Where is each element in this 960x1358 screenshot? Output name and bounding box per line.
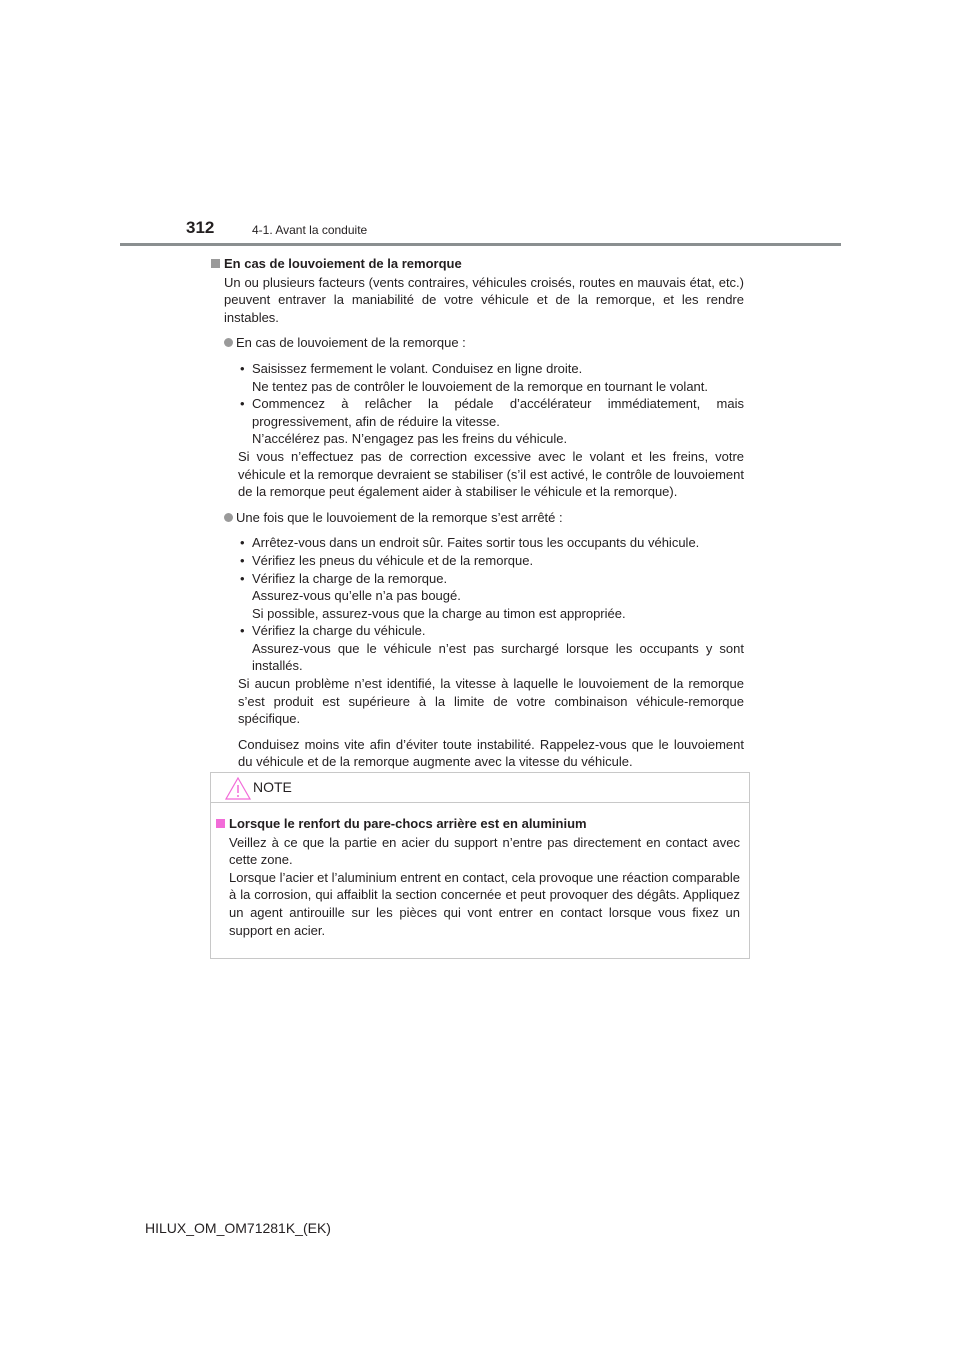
note-header — [211, 773, 749, 803]
line: • Vérifiez les pneus du véhicule et de la remorque. — [252, 552, 534, 568]
note-title-text: Lorsque le renfort du pare-chocs arrière est en aluminium — [229, 816, 587, 831]
note-content — [216, 815, 740, 939]
section-heading — [211, 255, 744, 273]
case1-heading-text: En cas de louvoiement de la remorque : — [236, 335, 466, 351]
square-bullet-icon — [211, 259, 220, 268]
case2-final: Conduisez moins vite afin d’éviter toute instabilité. Rappelez-vous que le louvoiement du véhicule et de la remorque augmente avec la vitesse du véhicule. — [238, 736, 744, 770]
line: • Saisissez fermement le volant. Conduisez en ligne droite. — [252, 360, 583, 376]
heading-text: En cas de louvoiement de la remorque — [224, 256, 462, 271]
case2-heading-text: Une fois que le louvoiement de la remorque s’est arrêté : — [236, 509, 563, 525]
warning-triangle-icon — [225, 777, 251, 800]
note-paragraph: Veillez à ce que la partie en acier du support n’entre pas directement en contact avec cette zone. — [229, 834, 740, 868]
line: • Vérifiez la charge du véhicule. — [252, 623, 426, 639]
note-box — [210, 772, 750, 959]
case2-list — [238, 534, 744, 771]
intro-paragraph: Un ou plusieurs facteurs (vents contraires, véhicules croisés, routes en mauvais état, etc.) peuvent entraver la maniabilité de votre véhicule et de la remorque, et les rendre instables. — [224, 274, 744, 325]
line: Assurez-vous que le véhicule n’est pas surchargé lorsque les occupants y sont installés. — [252, 640, 744, 674]
line: N’accélérez pas. N’engagez pas les freins du véhicule. — [252, 431, 568, 447]
note-paragraph: Lorsque l’acier et l’aluminium entrent en contact, cela provoque une réaction comparable à la corrosion, qui affaiblit la section concernée et peut provoquer des dégâts. Appliquez un agent antirouille sur les pièces qui vont entrer en contact lorsque vous fixez un support en acier. — [229, 869, 740, 938]
page-number: 312 — [186, 218, 215, 237]
case1-after: Si vous n’effectuez pas de correction excessive avec le volant et les freins, votre véhicule et la remorque devraient se stabiliser (s’il est activé, le contrôle de louvoiement de la remorque peut également aider à stabiliser le véhicule et la remorque). — [238, 448, 744, 500]
note-title — [216, 815, 740, 833]
header-divider — [120, 243, 841, 246]
line: • Vérifiez la charge de la remorque. — [252, 570, 448, 586]
note-label: NOTE — [253, 779, 292, 795]
line: Assurez-vous qu’elle n’a pas bougé. — [252, 588, 461, 604]
case2-heading — [224, 509, 744, 527]
list-item — [238, 570, 744, 623]
section-title: 4-1. Avant la conduite — [252, 223, 368, 237]
line: Si possible, assurez-vous que la charge au timon est appropriée. — [252, 605, 626, 621]
list-item — [238, 360, 744, 395]
case2-after: Si aucun problème n’est identifié, la vitesse à laquelle le louvoiement de la remorque s’est produit est supérieure à la limite de votre combinaison véhicule-remorque spécifique. — [238, 676, 744, 727]
square-bullet-icon — [216, 819, 225, 828]
main-content — [211, 255, 744, 771]
list-item — [238, 534, 744, 552]
list-item — [238, 622, 744, 675]
document-code: HILUX_OM_OM71281K_(EK) — [145, 1220, 331, 1236]
list-item — [238, 395, 744, 448]
case1-heading — [224, 334, 744, 352]
case1-list — [238, 360, 744, 501]
line: • Arrêtez-vous dans un endroit sûr. Faites sortir tous les occupants du véhicule. — [252, 535, 700, 551]
circle-bullet-icon — [224, 513, 233, 522]
circle-bullet-icon — [224, 338, 233, 347]
line: • Commencez à relâcher la pédale d’accélérateur immédiatement, mais progressivement, afin de réduire la vitesse. — [252, 396, 744, 429]
list-item — [238, 552, 744, 570]
line: Ne tentez pas de contrôler le louvoiement de la remorque en tournant le volant. — [252, 378, 708, 394]
